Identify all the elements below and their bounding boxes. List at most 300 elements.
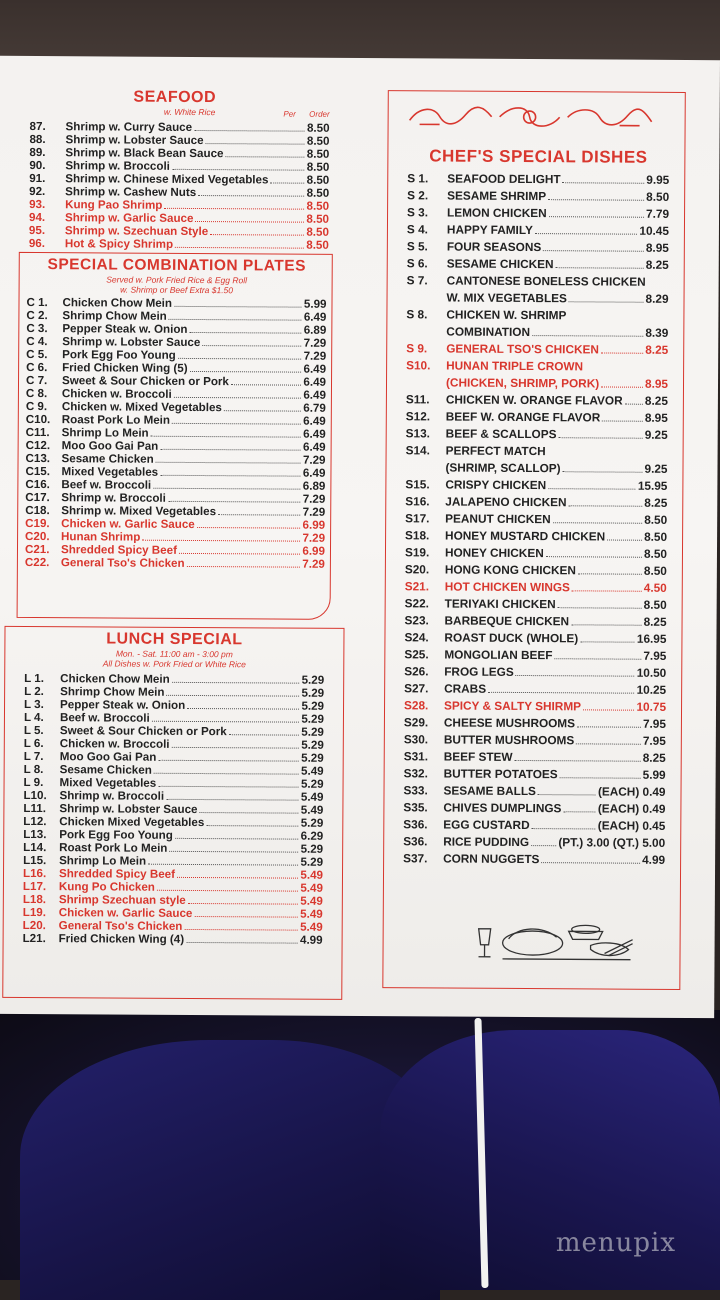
menu-item bbox=[404, 765, 666, 784]
dot-leader bbox=[202, 345, 301, 347]
jeans-left bbox=[20, 1040, 440, 1300]
item-price: 10.45 bbox=[639, 223, 669, 240]
dot-leader bbox=[531, 845, 556, 846]
item-price: 6.99 bbox=[303, 519, 326, 532]
menu-item bbox=[407, 272, 669, 291]
item-price: (PT.) 3.00 (QT.) 5.00 bbox=[558, 834, 665, 852]
item-name: HONG KONG CHICKEN bbox=[445, 562, 576, 580]
menu-item bbox=[407, 221, 669, 240]
combo-list bbox=[25, 296, 327, 571]
item-price: 7.95 bbox=[643, 648, 666, 665]
item-price: 8.95 bbox=[645, 376, 668, 393]
item-code: L11. bbox=[23, 802, 59, 815]
item-code: L 6. bbox=[24, 737, 60, 750]
chef-list bbox=[403, 170, 669, 869]
item-price: 8.50 bbox=[644, 597, 667, 614]
menu-item bbox=[29, 237, 329, 252]
item-price: 8.50 bbox=[307, 122, 330, 135]
item-price: 7.29 bbox=[303, 493, 326, 506]
item-code: C21. bbox=[25, 543, 61, 556]
item-name: Roast Pork Lo Mein bbox=[62, 413, 170, 427]
item-code: S32. bbox=[404, 765, 444, 782]
dot-leader bbox=[563, 811, 595, 812]
item-name: SESAME CHICKEN bbox=[447, 256, 554, 274]
item-name: Shrimp Chow Mein bbox=[60, 685, 164, 699]
item-name: HONEY MUSTARD CHICKEN bbox=[445, 528, 605, 546]
menu-item bbox=[404, 646, 666, 665]
dot-leader bbox=[154, 773, 299, 775]
dot-leader bbox=[270, 182, 304, 183]
dot-leader bbox=[164, 208, 304, 210]
item-price: 7.95 bbox=[643, 733, 666, 750]
item-name: PEANUT CHICKEN bbox=[445, 511, 551, 529]
item-code: L21. bbox=[23, 932, 59, 945]
item-code: S 8. bbox=[406, 306, 446, 323]
item-price: 8.25 bbox=[645, 393, 668, 410]
item-name: Shrimp Chow Mein bbox=[62, 309, 166, 323]
item-name: Chicken w. Garlic Sauce bbox=[59, 906, 193, 920]
lunch-list bbox=[23, 672, 325, 947]
menu-item bbox=[406, 391, 668, 410]
chef-title: CHEF'S SPECIAL DISHES bbox=[407, 146, 669, 168]
item-price: 5.49 bbox=[300, 869, 323, 882]
item-name: Moo Goo Gai Pan bbox=[60, 750, 157, 764]
dot-leader bbox=[206, 143, 305, 145]
item-price: 5.29 bbox=[301, 752, 324, 765]
item-price: 5.29 bbox=[301, 739, 324, 752]
dot-leader bbox=[568, 319, 666, 320]
item-price: 8.95 bbox=[645, 410, 668, 427]
item-code: S33. bbox=[403, 782, 443, 799]
item-code: 93. bbox=[29, 198, 65, 211]
item-price: 8.29 bbox=[646, 291, 669, 308]
dot-leader bbox=[157, 890, 298, 892]
item-price: 5.49 bbox=[300, 895, 323, 908]
dot-leader bbox=[160, 475, 301, 477]
item-price: 5.29 bbox=[301, 778, 324, 791]
menu-item bbox=[407, 204, 669, 223]
item-code: L 3. bbox=[24, 698, 60, 711]
menu-item bbox=[405, 561, 667, 580]
menu-item bbox=[403, 833, 665, 852]
dot-leader bbox=[532, 828, 596, 829]
menu-item bbox=[404, 663, 666, 682]
item-price: 5.29 bbox=[301, 713, 324, 726]
item-name: Beef w. Broccoli bbox=[60, 711, 150, 725]
item-name: Pork Egg Foo Young bbox=[59, 828, 173, 842]
item-name: Shrimp Lo Mein bbox=[59, 854, 146, 868]
item-code: S18. bbox=[405, 527, 445, 544]
dot-leader bbox=[177, 877, 298, 879]
item-price: 6.49 bbox=[303, 415, 326, 428]
item-code: C 4. bbox=[26, 335, 62, 348]
dot-leader bbox=[577, 726, 641, 727]
item-name: Moo Goo Gai Pan bbox=[62, 439, 159, 453]
item-name: CHIVES DUMPLINGS bbox=[443, 800, 561, 818]
item-code: C 8. bbox=[26, 387, 62, 400]
item-code: S 5. bbox=[407, 238, 447, 255]
dot-leader bbox=[166, 799, 299, 801]
menu-item bbox=[406, 425, 668, 444]
item-name: Roast Pork Lo Mein bbox=[59, 841, 167, 855]
dot-leader bbox=[172, 423, 301, 425]
chef-section bbox=[403, 146, 669, 869]
item-name: LEMON CHICKEN bbox=[447, 205, 547, 223]
item-name: Pepper Steak w. Onion bbox=[62, 322, 187, 336]
item-name: Shrimp w. Cashew Nuts bbox=[65, 185, 196, 199]
item-code: S 7. bbox=[407, 272, 447, 289]
dot-leader bbox=[563, 182, 645, 183]
menu-item bbox=[406, 408, 668, 427]
item-name: BUTTER MUSHROOMS bbox=[444, 732, 575, 750]
item-price: (EACH) 0.49 bbox=[598, 783, 666, 800]
item-name: Sweet & Sour Chicken or Pork bbox=[62, 374, 229, 388]
dot-leader bbox=[190, 332, 302, 334]
dot-leader bbox=[560, 777, 641, 778]
item-code: L 7. bbox=[24, 750, 60, 763]
item-code: S 2. bbox=[407, 187, 447, 204]
dot-leader bbox=[601, 352, 643, 353]
item-code: C 5. bbox=[26, 348, 62, 361]
item-price: 6.89 bbox=[304, 324, 327, 337]
item-price: 8.50 bbox=[307, 135, 330, 148]
item-code: S 1. bbox=[407, 170, 447, 187]
item-name: BEEF STEW bbox=[444, 749, 513, 766]
dot-leader bbox=[190, 371, 302, 373]
item-code: L12. bbox=[23, 815, 59, 828]
dot-leader bbox=[558, 437, 642, 439]
item-code: S30. bbox=[404, 731, 444, 748]
item-code: S 9. bbox=[406, 340, 446, 357]
menu-item bbox=[406, 289, 668, 308]
dot-leader bbox=[172, 682, 300, 684]
menu-item bbox=[405, 459, 667, 478]
dot-leader bbox=[556, 267, 644, 269]
item-code: S28. bbox=[404, 697, 444, 714]
item-name: SEAFOOD DELIGHT bbox=[447, 171, 560, 189]
item-price: 8.50 bbox=[306, 239, 329, 252]
item-price: 5.29 bbox=[301, 726, 324, 739]
item-code: C19. bbox=[25, 517, 61, 530]
item-code: L18. bbox=[23, 893, 59, 906]
dot-leader bbox=[229, 734, 300, 735]
item-code: S14. bbox=[406, 442, 446, 459]
dot-leader bbox=[607, 540, 642, 541]
item-price: 8.50 bbox=[644, 546, 667, 563]
item-price: 8.50 bbox=[306, 226, 329, 239]
item-name: Shredded Spicy Beef bbox=[59, 867, 175, 881]
dot-leader bbox=[210, 234, 304, 236]
item-price: 5.49 bbox=[301, 804, 324, 817]
item-price: 5.99 bbox=[304, 298, 327, 311]
menu-item bbox=[405, 527, 667, 546]
dot-leader bbox=[602, 420, 643, 421]
item-name: Beef w. Broccoli bbox=[61, 478, 151, 492]
item-name: FOUR SEASONS bbox=[447, 239, 541, 257]
item-name: RICE PUDDING bbox=[443, 834, 529, 852]
item-code: S 4. bbox=[407, 221, 447, 238]
menu-item bbox=[407, 170, 669, 189]
item-price: 4.99 bbox=[300, 934, 323, 947]
item-price: (EACH) 0.45 bbox=[598, 817, 666, 834]
item-price: 6.99 bbox=[302, 545, 325, 558]
item-price: 7.29 bbox=[302, 558, 325, 571]
dot-leader bbox=[158, 760, 299, 762]
item-code: L 5. bbox=[24, 724, 60, 737]
item-price: 8.50 bbox=[307, 148, 330, 161]
item-price: 8.50 bbox=[307, 187, 330, 200]
item-name: ROAST DUCK (WHOLE) bbox=[444, 630, 578, 648]
menu-item bbox=[23, 932, 323, 947]
item-name: Hunan Shrimp bbox=[61, 530, 140, 543]
menu-item bbox=[406, 340, 668, 359]
dot-leader bbox=[571, 624, 642, 625]
item-price: 8.25 bbox=[646, 257, 669, 274]
dot-leader bbox=[515, 760, 641, 762]
item-price: 8.50 bbox=[307, 174, 330, 187]
dot-leader bbox=[169, 851, 298, 853]
menu-item bbox=[406, 323, 668, 342]
item-price: 6.49 bbox=[303, 389, 326, 402]
item-code: S26. bbox=[404, 663, 444, 680]
item-name: JALAPENO CHICKEN bbox=[445, 494, 566, 512]
menu-item bbox=[405, 595, 667, 614]
dot-leader bbox=[563, 471, 643, 472]
item-price: 6.49 bbox=[304, 311, 327, 324]
dot-leader bbox=[152, 721, 300, 723]
dot-leader bbox=[199, 812, 298, 814]
lunch-title: LUNCH SPECIAL bbox=[24, 630, 324, 650]
item-price: 5.29 bbox=[302, 687, 325, 700]
item-code: 92. bbox=[29, 185, 65, 198]
item-price: 8.25 bbox=[644, 614, 667, 631]
item-code: S27. bbox=[404, 680, 444, 697]
dot-leader bbox=[197, 527, 301, 529]
item-name: EGG CUSTARD bbox=[443, 817, 529, 835]
item-code: S23. bbox=[405, 612, 445, 629]
menu-item bbox=[407, 238, 669, 257]
item-price: 8.50 bbox=[306, 200, 329, 213]
menu-item bbox=[404, 714, 666, 733]
item-code: C17. bbox=[25, 491, 61, 504]
dot-leader bbox=[580, 641, 635, 642]
item-name: Fried Chicken Wing (4) bbox=[59, 932, 185, 946]
item-price: 5.49 bbox=[301, 791, 324, 804]
dot-leader bbox=[553, 522, 643, 524]
item-price: 5.29 bbox=[301, 700, 324, 713]
item-name: GENERAL TSO'S CHICKEN bbox=[446, 341, 599, 359]
menu-item bbox=[403, 799, 665, 818]
item-price: 6.49 bbox=[303, 376, 326, 389]
menu-item bbox=[406, 306, 668, 325]
item-name: Chicken Chow Mein bbox=[62, 296, 172, 310]
menu-item bbox=[404, 731, 666, 750]
dot-leader bbox=[488, 692, 635, 694]
item-name: General Tso's Chicken bbox=[61, 556, 185, 570]
dot-leader bbox=[175, 247, 304, 249]
item-price: 7.95 bbox=[643, 716, 666, 733]
item-price: 8.25 bbox=[645, 342, 668, 359]
item-code: 96. bbox=[29, 237, 65, 250]
item-name: Chicken Chow Mein bbox=[60, 672, 170, 686]
item-price: 5.99 bbox=[643, 767, 666, 784]
item-price: 10.50 bbox=[637, 665, 667, 682]
menu-item bbox=[405, 510, 667, 529]
item-price: 15.95 bbox=[638, 478, 668, 495]
item-code: 87. bbox=[30, 120, 66, 133]
item-price: 8.95 bbox=[646, 240, 669, 257]
item-name: General Tso's Chicken bbox=[59, 919, 183, 933]
item-price: 7.79 bbox=[646, 206, 669, 223]
item-price: 6.89 bbox=[303, 480, 326, 493]
item-name: FROG LEGS bbox=[444, 664, 514, 681]
item-price: 8.50 bbox=[644, 512, 667, 529]
item-price: 9.25 bbox=[645, 427, 668, 444]
item-code: S36. bbox=[403, 833, 443, 850]
menu-item bbox=[405, 612, 667, 631]
dot-leader bbox=[535, 233, 638, 235]
item-name: Shrimp w. Szechuan Style bbox=[65, 224, 208, 238]
item-price: 8.39 bbox=[645, 325, 668, 342]
dot-leader bbox=[172, 169, 305, 171]
item-code: 88. bbox=[29, 133, 65, 146]
item-code: L17. bbox=[23, 880, 59, 893]
item-price: 5.49 bbox=[300, 921, 323, 934]
item-price: 8.25 bbox=[644, 495, 667, 512]
item-code: S24. bbox=[404, 629, 444, 646]
item-price: 8.50 bbox=[644, 563, 667, 580]
menu-item bbox=[403, 816, 665, 835]
item-code: S37. bbox=[403, 850, 443, 867]
item-price: 5.29 bbox=[301, 817, 324, 830]
item-code: 95. bbox=[29, 224, 65, 237]
dot-leader bbox=[148, 864, 298, 866]
item-code: S35. bbox=[403, 799, 443, 816]
item-name: Shrimp w. Lobster Sauce bbox=[65, 133, 203, 147]
food-platter-icon bbox=[472, 909, 634, 966]
item-name: CHICKEN W. SHRIMP bbox=[446, 307, 566, 325]
item-code: S17. bbox=[405, 510, 445, 527]
item-code: C16. bbox=[25, 478, 61, 491]
item-price: (EACH) 0.49 bbox=[598, 800, 666, 817]
dot-leader bbox=[156, 462, 301, 464]
combo-note-2: w. Shrimp or Beef Extra $1.50 bbox=[27, 284, 327, 296]
combo-title: SPECIAL COMBINATION PLATES bbox=[27, 256, 327, 276]
item-code: S29. bbox=[404, 714, 444, 731]
item-price: 5.49 bbox=[300, 882, 323, 895]
menu-item bbox=[405, 578, 667, 597]
item-code: L 8. bbox=[24, 763, 60, 776]
item-name: Pork Egg Foo Young bbox=[62, 348, 176, 362]
menu-item bbox=[404, 680, 666, 699]
item-code: S19. bbox=[405, 544, 445, 561]
item-code: S31. bbox=[404, 748, 444, 765]
item-code: 90. bbox=[29, 159, 65, 172]
item-name: Shrimp Lo Mein bbox=[62, 426, 149, 440]
item-name: Shrimp w. Broccoli bbox=[59, 789, 164, 803]
item-name: TERIYAKI CHICKEN bbox=[445, 596, 556, 614]
item-name: Shrimp w. Mixed Vegetables bbox=[61, 504, 216, 518]
item-price: 4.99 bbox=[642, 852, 665, 869]
item-name: Hot & Spicy Shrimp bbox=[65, 237, 173, 251]
dot-leader bbox=[153, 488, 301, 490]
dot-leader bbox=[206, 825, 298, 827]
item-name: (SHRIMP, SCALLOP) bbox=[445, 460, 560, 478]
dot-leader bbox=[546, 556, 642, 558]
dot-leader bbox=[198, 195, 304, 197]
dot-leader bbox=[548, 455, 666, 456]
item-price: 6.49 bbox=[303, 428, 326, 441]
item-code: C11. bbox=[26, 426, 62, 439]
item-price: 8.50 bbox=[306, 213, 329, 226]
item-code: C18. bbox=[25, 504, 61, 517]
item-price: 9.95 bbox=[646, 172, 669, 189]
item-price: 6.29 bbox=[301, 830, 324, 843]
item-price: 6.49 bbox=[303, 441, 326, 454]
item-code: L 1. bbox=[24, 672, 60, 685]
item-code: C12. bbox=[26, 439, 62, 452]
item-code: S22. bbox=[405, 595, 445, 612]
dot-leader bbox=[224, 410, 301, 411]
item-name: CORN NUGGETS bbox=[443, 851, 539, 869]
item-price: 6.49 bbox=[303, 363, 326, 376]
menu-item bbox=[403, 850, 665, 869]
item-price: 16.95 bbox=[637, 631, 667, 648]
item-price: 7.29 bbox=[303, 454, 326, 467]
item-price: 4.50 bbox=[644, 580, 667, 597]
dot-leader bbox=[142, 540, 300, 542]
item-code: L19. bbox=[23, 906, 59, 919]
item-code: S21. bbox=[405, 578, 445, 595]
menu-item bbox=[407, 187, 669, 206]
dot-leader bbox=[538, 794, 596, 795]
item-name: Shrimp Szechuan style bbox=[59, 893, 186, 907]
item-name: Shrimp w. Broccoli bbox=[61, 491, 166, 505]
item-code: L13. bbox=[23, 828, 59, 841]
dot-leader bbox=[569, 301, 644, 302]
item-name: CHEESE MUSHROOMS bbox=[444, 715, 575, 733]
dragon-border-icon bbox=[400, 102, 660, 132]
item-name: Shrimp w. Garlic Sauce bbox=[65, 211, 194, 225]
dot-leader bbox=[195, 221, 304, 223]
item-price: 8.50 bbox=[644, 529, 667, 546]
menu-item bbox=[404, 629, 666, 648]
item-code: C 3. bbox=[26, 322, 62, 335]
item-price: 7.29 bbox=[303, 506, 326, 519]
item-code: S 3. bbox=[407, 204, 447, 221]
item-name: Mixed Vegetables bbox=[60, 776, 157, 790]
menu-item bbox=[406, 357, 668, 376]
item-name: CRABS bbox=[444, 681, 486, 698]
menu-item bbox=[405, 493, 667, 512]
item-name: Shrimp w. Black Bean Sauce bbox=[65, 146, 223, 160]
item-code: S10. bbox=[406, 357, 446, 374]
lunch-note-2: All Dishes w. Pork Fried or White Rice bbox=[24, 658, 324, 670]
lunch-note-1: Mon. - Sat. 11:00 am - 3:00 pm bbox=[24, 648, 324, 660]
item-price: 6.79 bbox=[303, 402, 326, 415]
dot-leader bbox=[548, 199, 644, 201]
item-name: HAPPY FAMILY bbox=[447, 222, 533, 240]
dot-leader bbox=[194, 130, 305, 132]
dot-leader bbox=[578, 573, 642, 574]
item-code: C 6. bbox=[26, 361, 62, 374]
item-name: Chicken Mixed Vegetables bbox=[59, 815, 204, 829]
item-name: PERFECT MATCH bbox=[446, 443, 546, 461]
item-price: 5.29 bbox=[301, 843, 324, 856]
menu-item bbox=[403, 782, 665, 801]
menu-item bbox=[25, 556, 325, 571]
item-name: SPICY & SALTY SHIRMP bbox=[444, 698, 581, 716]
